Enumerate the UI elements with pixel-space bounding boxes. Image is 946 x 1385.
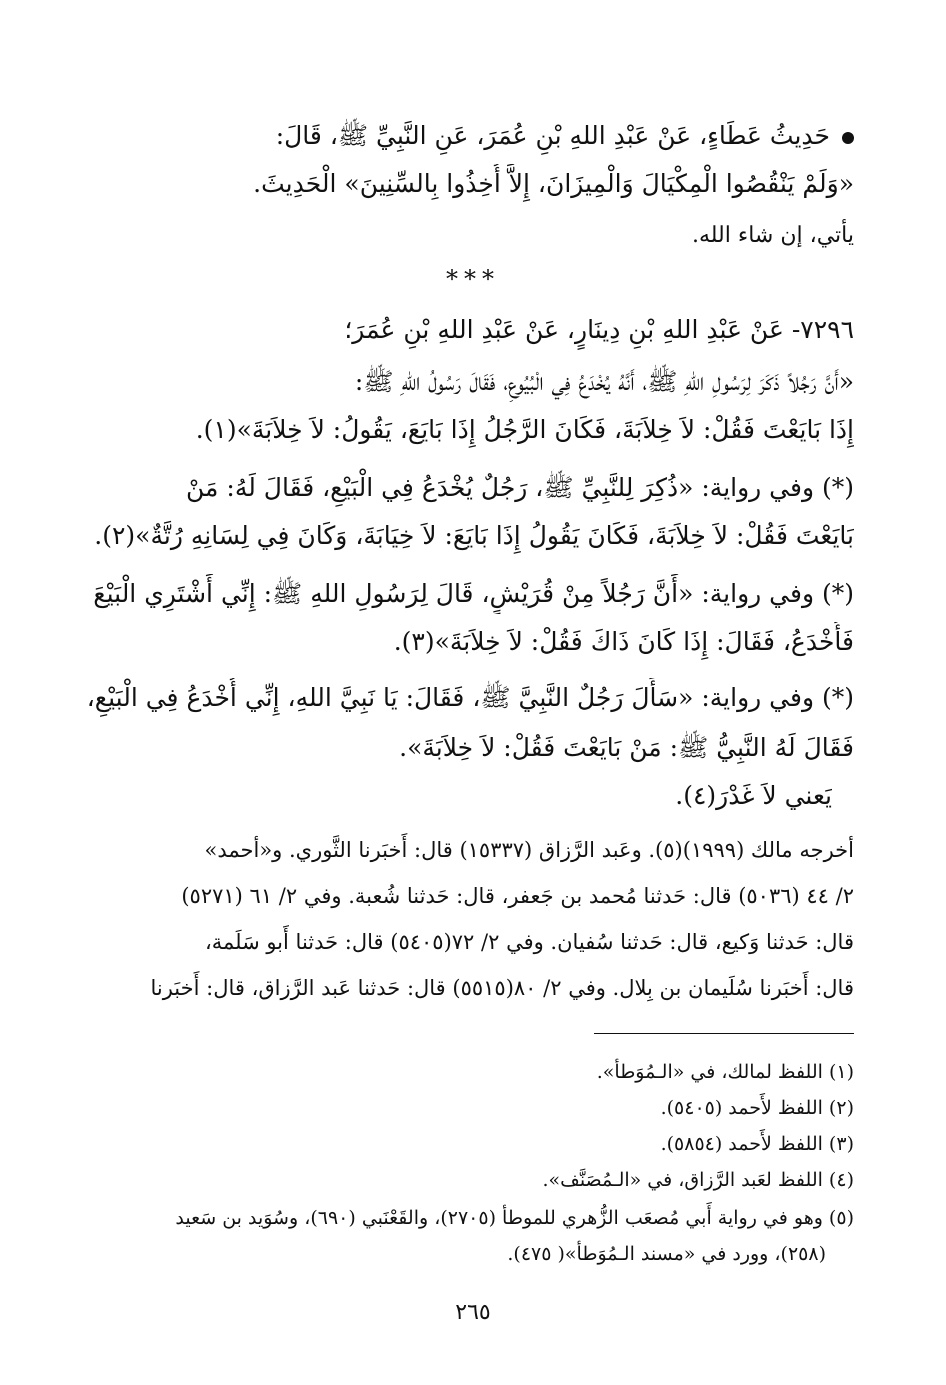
footnote-3: (٣) اللفظ لأَحمد (٥٨٥٤). <box>660 1133 854 1155</box>
footnote-1: (١) اللفظ لمالك، في «الـمُوَطأ». <box>596 1061 854 1083</box>
footnote-4: (٤) اللفظ لعَبد الرَّزاق، في «الـمُصَنَّف». <box>542 1169 854 1191</box>
hadith-matn-line-1: «أَنَّ رَجُلاً ذَكَرَ لِرَسُولِ اللهِ ﷺ، أَنَّهُ يُخْدَعُ فِي الْبُيُوعِ، فَقَالَ رَسُولُ اللهِ ﷺ: <box>354 367 854 396</box>
footnote-2: (٢) اللفظ لأَحمد (٥٤٠٥). <box>660 1097 854 1119</box>
bullet-icon <box>842 132 854 144</box>
riwaya-3-line-2: فَقَالَ لَهُ النَّبِيُّ ﷺ: مَنْ بَايَعْتَ فَقُلْ: لاَ خِلاَبَةَ». <box>399 733 854 762</box>
hadith-matn-line-2: إِذَا بَايَعْتَ فَقُلْ: لاَ خِلاَبَةَ، فَكَانَ الرَّجُلُ إِذَا بَايَعَ، يَقُولُ: لاَ خِلاَبَةَ»(١). <box>195 415 854 444</box>
riwaya-2-line-1: (*) وفي رواية: «أَنَّ رَجُلاً مِنْ قُرَيْشٍ، قَالَ لِرَسُولِ اللهِ ﷺ: إِنِّي أَشْتَرِي الْبَيْعَ <box>93 579 854 608</box>
intro-text-1: حَدِيثُ عَطَاءٍ، عَنْ عَبْدِ اللهِ بْنِ عُمَرَ، عَنِ النَّبِيِّ ﷺ، قَالَ: <box>275 121 830 150</box>
riwaya-3-line-3: يَعني لاَ غَدْرَ(٤). <box>675 781 832 810</box>
riwaya-1-line-1: (*) وفي رواية: «ذُكِرَ لِلنَّبِيِّ ﷺ، رَجُلٌ يُخْدَعُ فِي الْبَيْعِ، فَقَالَ لَهُ: مَنْ <box>186 473 854 502</box>
riwaya-3-line-1: (*) وفي رواية: «سَأَلَ رَجُلٌ النَّبِيَّ ﷺ، فَقَالَ: يَا نَبِيَّ اللهِ، إِنِّي أُخْدَعُ فِي الْبَيْعِ، <box>86 683 854 712</box>
hadith-isnad: ٧٢٩٦- عَنْ عَبْدِ اللهِ بْنِ دِينَارٍ، عَنْ عَبْدِ اللهِ بْنِ عُمَرَ؛ <box>344 315 854 344</box>
page-number: ٢٦٥ <box>455 1300 491 1325</box>
intro-line-1 <box>84 116 854 156</box>
intro-line-2: «وَلَمْ يَنْقُصُوا الْمِكْيَالَ وَالْمِيزَانَ، إِلاَّ أُخِذُوا بِالسِّنِينَ» الْحَدِيثَ. <box>253 169 854 198</box>
footnote-divider <box>594 1033 854 1034</box>
footnote-5-line-2: (٢٥٨)، وورد في «مسند الـمُوَطأ»( ٤٧٥). <box>507 1243 826 1265</box>
riwaya-2-line-2: فَأُخْدَعُ، فَقَالَ: إِذَا كَانَ ذَاكَ فَقُلْ: لاَ خِلاَبَةَ»(٣). <box>393 627 854 656</box>
takhrij-line-2: ٢/ ٤٤ (٥٠٣٦) قال: حَدثنا مُحمد بن جَعفر، قال: حَدثنا شُعبة. وفي ٢/ ٦١ (٥٢٧١) <box>181 884 854 908</box>
takhrij-line-3: قال: حَدثنا وَكيع، قال: حَدثنا سُفيان. وفي ٢/ ٧٢(٥٤٠٥) قال: حَدثنا أَبو سَلَمة، <box>204 930 854 954</box>
riwaya-1-line-2: بَايَعْتَ فَقُلْ: لاَ خِلاَبَةَ، فَكَانَ يَقُولُ إِذَا بَايَعَ: لاَ خِيَابَةَ، وَكَانَ فِي لِسَانِهِ رُتَّةٌ»(٢). <box>94 521 854 550</box>
takhrij-line-1: أخرجه مالك (١٩٩٩)(٥). وعَبد الرَّزاق (١٥٣٣٧) قال: أَخبَرنا الثَّوري. و«أحمد» <box>204 838 854 862</box>
section-separator: *** <box>446 265 500 293</box>
takhrij-line-4: قال: أَخبَرنا سُلَيمان بن بِلال. وفي ٢/ ٨٠(٥٥١٥) قال: حَدثنا عَبد الرَّزاق، قال: أَخبَرنا <box>150 976 854 1000</box>
footnote-5-line-1: (٥) وهو في رواية أَبي مُصعَب الزُّهري للموطأ (٢٧٠٥)، والقَعْنَبي (٦٩٠)، وسُوَيد بن سَعيد <box>175 1207 854 1229</box>
intro-line-3: يأتي، إن شاء الله. <box>691 223 854 248</box>
